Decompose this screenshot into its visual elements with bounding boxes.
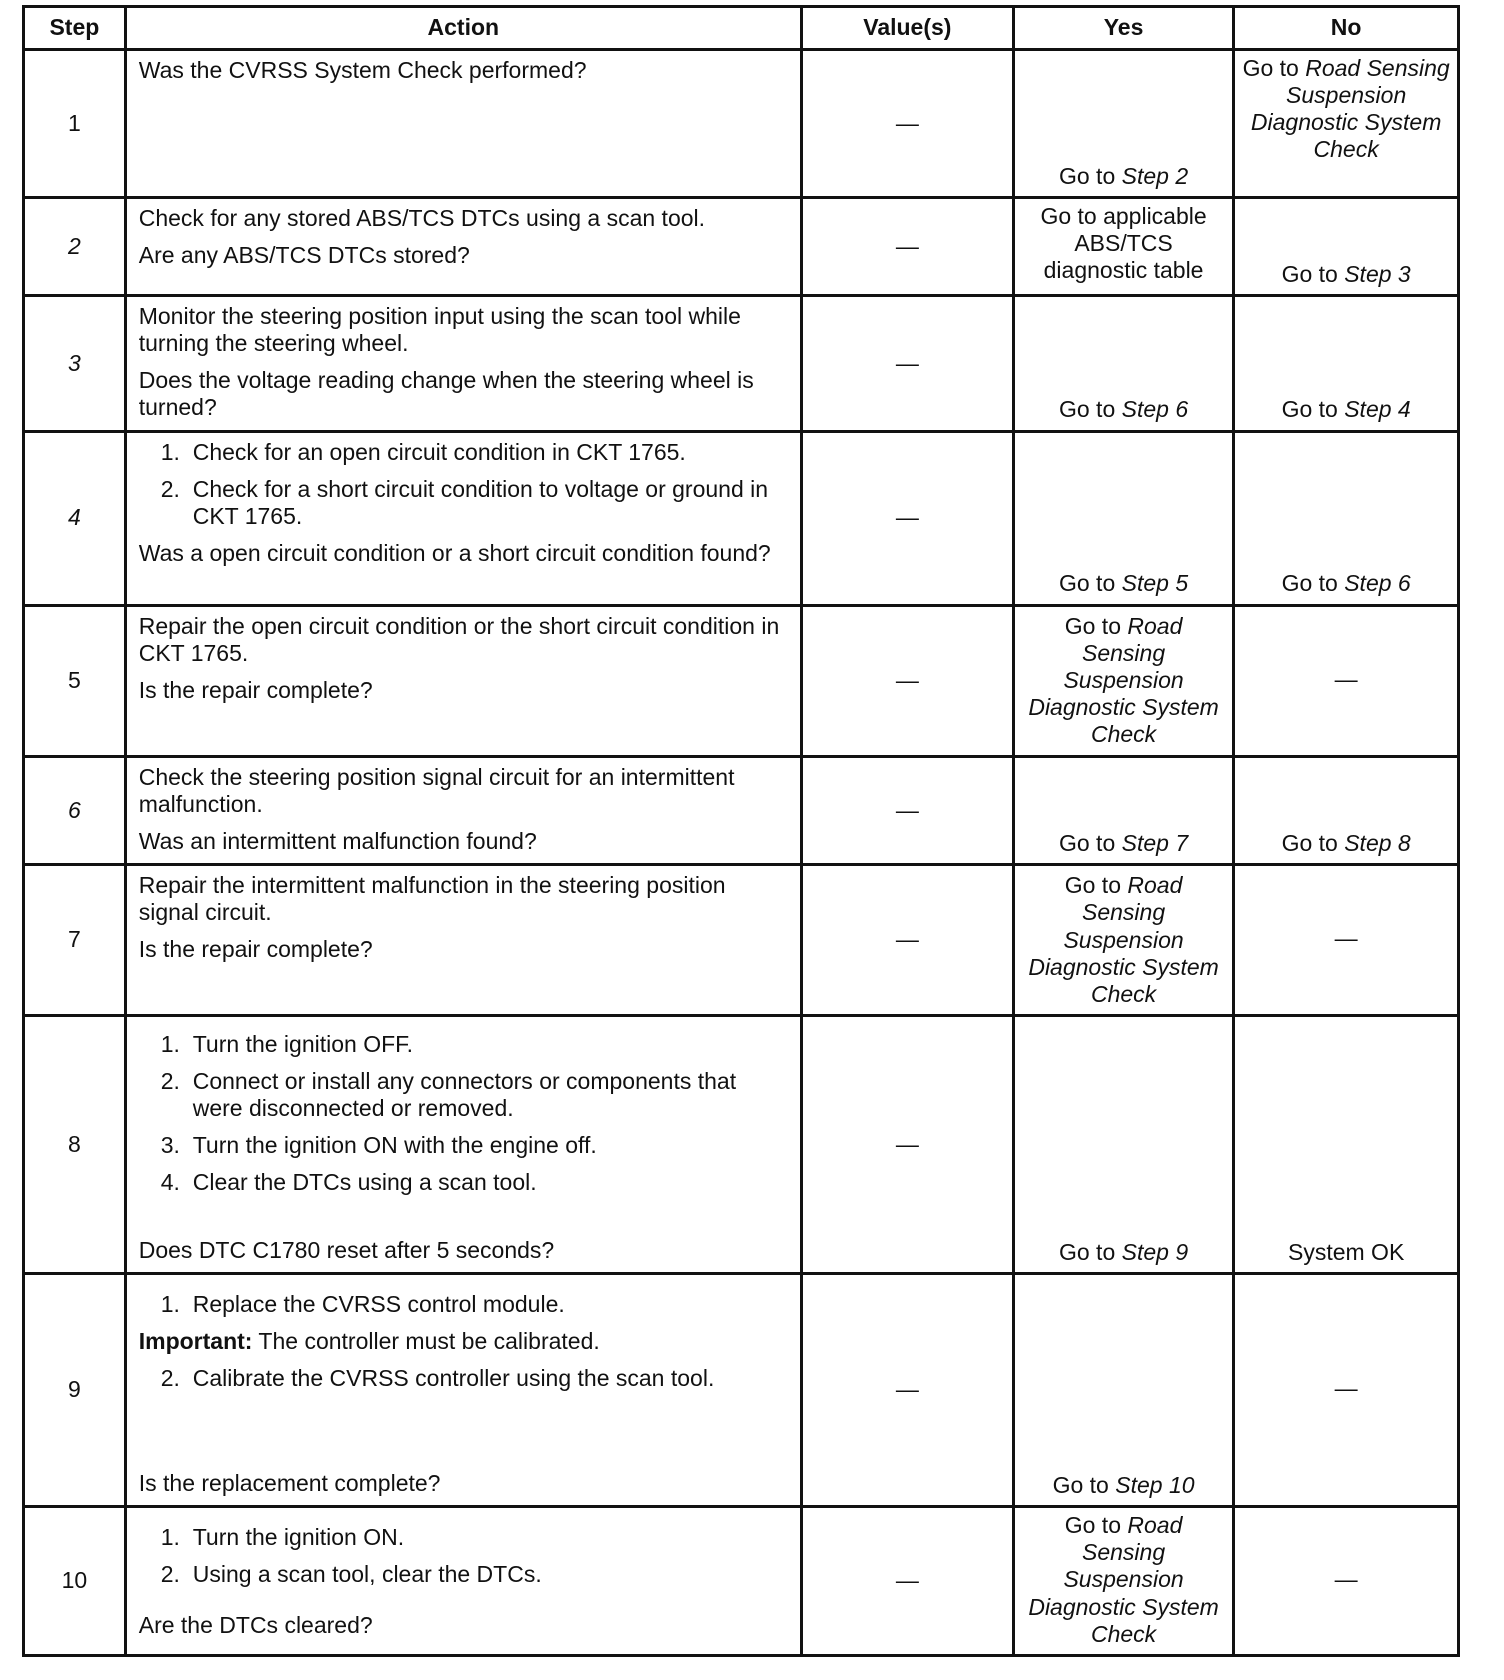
action-text: Check for any stored ABS/TCS DTCs using a scan tool. — [138, 205, 706, 231]
no-reference: Step 4 — [1344, 396, 1411, 423]
action-text: Repair the intermittent malfunction in the steering position signal circuit. — [138, 871, 726, 925]
action-step: 3. Turn the ignition ON with the engine off. — [160, 1132, 597, 1159]
no-cell: — — [1234, 1273, 1459, 1507]
step-number: 7 — [24, 864, 126, 1015]
yes-reference: Road Sensing Suspension Diagnostic System Check — [1028, 872, 1219, 1007]
yes-prefix: Go to — [1052, 1472, 1116, 1498]
no-prefix: Go to — [1281, 570, 1345, 597]
yes-cell — [1013, 50, 1233, 198]
yes-cell — [1013, 1507, 1233, 1656]
yes-cell — [1013, 605, 1233, 756]
value-cell: — — [801, 864, 1013, 1015]
action-cell — [125, 864, 801, 1015]
important-text: The controller must be calibrated. — [252, 1327, 600, 1354]
no-reference: Step 3 — [1344, 260, 1411, 287]
action-question: Are any ABS/TCS DTCs stored? — [138, 242, 470, 269]
step-number: 1 — [24, 50, 126, 198]
no-cell: — — [1234, 1507, 1459, 1656]
yes-prefix: Go to — [1058, 1238, 1122, 1265]
header-action: Action — [125, 7, 801, 50]
value-cell: — — [801, 1015, 1013, 1273]
no-cell — [1234, 50, 1459, 198]
value-cell: — — [801, 198, 1013, 296]
important-label: Important: — [138, 1327, 253, 1354]
step-number: 8 — [24, 1015, 126, 1273]
action-step: 2. Check for a short circuit condition to voltage or ground in CKT 1765. — [160, 475, 769, 529]
yes-cell — [1013, 756, 1233, 864]
header-yes: Yes — [1013, 7, 1233, 50]
yes-cell — [1013, 1273, 1233, 1507]
action-cell — [125, 296, 801, 432]
action-cell — [125, 431, 801, 605]
yes-cell — [1013, 431, 1233, 605]
value-cell: — — [801, 1273, 1013, 1507]
header-step: Step — [24, 7, 126, 50]
header-values: Value(s) — [801, 7, 1013, 50]
table-row — [24, 864, 1459, 1015]
table-row — [24, 1507, 1459, 1656]
yes-prefix: Go to — [1064, 872, 1128, 899]
no-cell — [1234, 198, 1459, 296]
action-question: Does the voltage reading change when the steering wheel is turned? — [138, 367, 754, 421]
table-row — [24, 605, 1459, 756]
no-cell: — — [1234, 605, 1459, 756]
no-reference: Step 6 — [1344, 570, 1411, 597]
no-reference: Road Sensing Suspension Diagnostic System Check — [1250, 55, 1450, 163]
no-reference: Step 8 — [1344, 829, 1411, 856]
yes-prefix: Go to — [1058, 162, 1122, 189]
table-row — [24, 1015, 1459, 1273]
step-number: 6 — [24, 756, 126, 864]
yes-reference: Road Sensing Suspension Diagnostic System Check — [1028, 612, 1219, 748]
action-step: 2. Connect or install any connectors or components that were disconnected or removed. — [160, 1068, 737, 1122]
action-step: 1. Check for an open circuit condition in CKT 1765. — [160, 438, 686, 465]
action-question: Was a open circuit condition or a short circuit condition found? — [138, 539, 771, 566]
no-cell — [1234, 296, 1459, 432]
action-question: Is the replacement complete? — [138, 1470, 441, 1496]
no-cell — [1234, 756, 1459, 864]
no-prefix: Go to — [1281, 260, 1345, 287]
action-text: Monitor the steering position input using the scan tool while turning the steering wheel. — [138, 303, 741, 357]
action-step: 2. Using a scan tool, clear the DTCs. — [160, 1561, 542, 1588]
action-question: Is the repair complete? — [138, 936, 373, 963]
no-cell: — — [1234, 864, 1459, 1015]
yes-reference: Step 2 — [1121, 162, 1189, 189]
yes-cell — [1013, 864, 1233, 1015]
header-no: No — [1234, 7, 1459, 50]
action-step: 4. Clear the DTCs using a scan tool. — [160, 1169, 537, 1196]
yes-reference: Road Sensing Suspension Diagnostic System Check — [1028, 1512, 1219, 1647]
no-cell — [1234, 431, 1459, 605]
action-cell — [125, 198, 801, 296]
action-question: Does DTC C1780 reset after 5 seconds? — [138, 1236, 555, 1263]
important-note — [139, 1328, 790, 1355]
yes-prefix: Go to — [1058, 829, 1122, 856]
table-row — [24, 756, 1459, 864]
action-question: Is the repair complete? — [138, 676, 373, 703]
yes-prefix: Go to — [1058, 570, 1122, 597]
action-step: 1. Replace the CVRSS control module. — [160, 1290, 565, 1317]
action-cell — [125, 1015, 801, 1273]
action-cell — [125, 605, 801, 756]
yes-reference: Step 5 — [1121, 570, 1189, 597]
step-number: 4 — [24, 431, 126, 605]
value-cell: — — [801, 605, 1013, 756]
no-prefix: Go to — [1281, 829, 1345, 856]
value-cell: — — [801, 756, 1013, 864]
step-number: 3 — [24, 296, 126, 432]
value-cell: — — [801, 431, 1013, 605]
table-row — [24, 431, 1459, 605]
action-question: Are the DTCs cleared? — [138, 1612, 373, 1639]
action-question: Was an intermittent malfunction found? — [138, 827, 537, 854]
no-prefix: Go to — [1242, 55, 1306, 81]
action-text: Was the CVRSS System Check performed? — [138, 57, 587, 83]
table-row — [24, 198, 1459, 296]
no-cell: System OK — [1234, 1015, 1459, 1273]
action-step: 2. Calibrate the CVRSS controller using the scan tool. — [160, 1364, 715, 1391]
yes-prefix: Go to — [1058, 396, 1122, 423]
diagnostic-table — [22, 5, 1460, 1657]
action-cell — [125, 1273, 801, 1507]
header-row — [24, 7, 1459, 50]
action-cell — [125, 50, 801, 198]
action-step: 1. Turn the ignition ON. — [160, 1524, 405, 1551]
yes-prefix: Go to — [1064, 612, 1128, 639]
table-row — [24, 1273, 1459, 1507]
yes-cell — [1013, 296, 1233, 432]
value-cell: — — [801, 296, 1013, 432]
yes-cell: Go to applicable ABS/TCS diagnostic table — [1013, 198, 1233, 296]
step-number: 5 — [24, 605, 126, 756]
yes-reference: Step 7 — [1121, 829, 1189, 856]
action-cell — [125, 756, 801, 864]
action-text: Repair the open circuit condition or the short circuit condition in CKT 1765. — [138, 612, 780, 666]
step-number: 2 — [24, 198, 126, 296]
yes-reference: Step 10 — [1115, 1472, 1195, 1498]
yes-reference: Step 6 — [1121, 396, 1189, 423]
action-step: 1. Turn the ignition OFF. — [160, 1030, 414, 1057]
yes-cell — [1013, 1015, 1233, 1273]
value-cell: — — [801, 1507, 1013, 1656]
yes-prefix: Go to — [1064, 1512, 1128, 1539]
action-cell — [125, 1507, 801, 1656]
yes-reference: Step 9 — [1121, 1238, 1189, 1265]
table-row — [24, 296, 1459, 432]
action-text: Check the steering position signal circuit for an intermittent malfunction. — [138, 763, 735, 817]
step-number: 9 — [24, 1273, 126, 1507]
value-cell: — — [801, 50, 1013, 198]
no-prefix: Go to — [1281, 396, 1345, 423]
table-row — [24, 50, 1459, 198]
step-number: 10 — [24, 1507, 126, 1656]
